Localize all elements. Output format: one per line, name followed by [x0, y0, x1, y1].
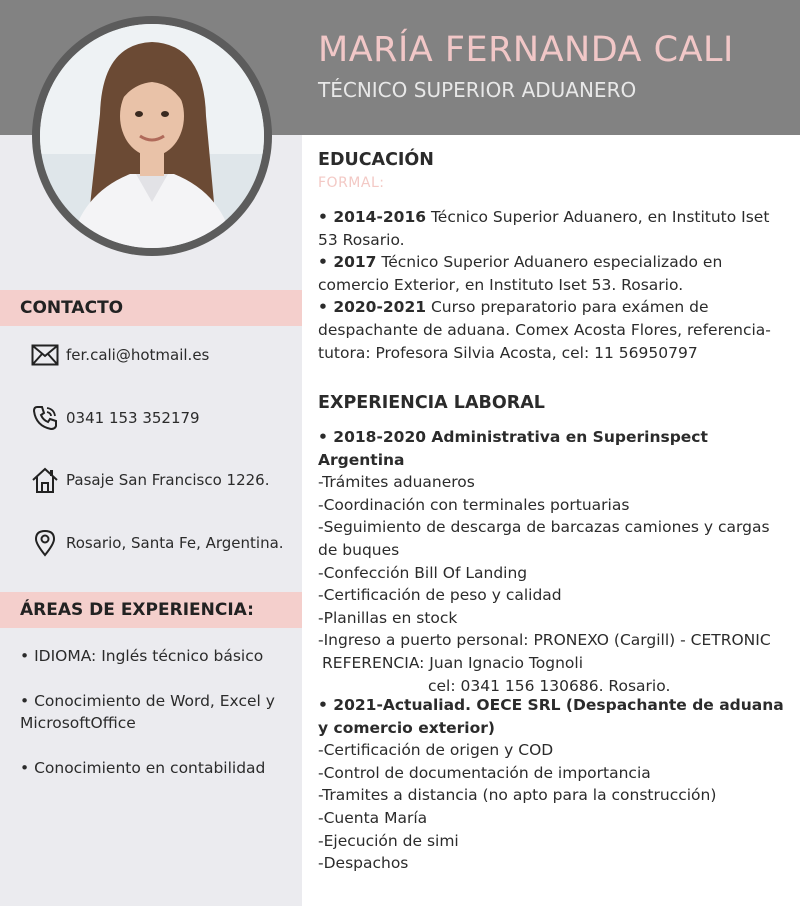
contact-email-text: fer.cali@hotmail.es [66, 346, 210, 364]
location-pin-icon [30, 528, 60, 558]
job-task: -Ejecución de simi [318, 831, 459, 850]
job-task: -Trámites aduaneros [318, 473, 475, 492]
job-task: -Ingreso a puerto personal: PRONEXO (Cargill) - CETRONIC [318, 631, 771, 650]
profile-photo [32, 16, 272, 256]
contact-city [30, 528, 284, 558]
job-task: -Tramites a distancia (no apto para la construcción) [318, 786, 717, 805]
job-task: -Seguimiento de descarga de barcazas camiones y cargas de buques [318, 518, 770, 559]
job-task: -Certificación de origen y COD [318, 741, 554, 760]
job-1 [318, 426, 788, 697]
job-task: -Control de documentación de importancia [318, 763, 651, 782]
education-heading: EDUCACIÓN [318, 150, 434, 170]
job-title: • 2021-Actualiad. OECE SRL (Despachante de aduana y comercio exterior) [318, 696, 784, 737]
area-item: • Conocimiento de Word, Excel y MicrosoftOffice [20, 692, 275, 732]
job-task: -Despachos [318, 854, 409, 873]
contact-phone[interactable] [30, 403, 200, 433]
mail-icon [30, 340, 60, 370]
education-item: • 2014-2016 Técnico Superior Aduanero, en Instituto Iset 53 Rosario. [318, 208, 770, 249]
education-subheading: FORMAL: [318, 175, 385, 191]
candidate-title: TÉCNICO SUPERIOR ADUANERO [318, 78, 637, 102]
education-year: 2017 [333, 253, 377, 272]
job-task: -Certificación de peso y calidad [318, 586, 562, 605]
portrait-illustration [40, 24, 264, 248]
job-title: • 2018-2020 Administrativa en Superinspect Argentina [318, 428, 708, 469]
contact-phone-text: 0341 153 352179 [66, 409, 200, 427]
job-task: -Confección Bill Of Landing [318, 563, 528, 582]
areas-heading: ÁREAS DE EXPERIENCIA: [0, 592, 302, 628]
job-task: -Cuenta María [318, 808, 428, 827]
home-icon [30, 465, 60, 495]
education-item: • 2020-2021 Curso preparatorio para exámen de despachante de aduana. Comex Acosta Flores, referencia-tutora: Profesora Silvia Acosta, cel: 11 56950797 [318, 298, 771, 362]
job-reference-phone: cel: 0341 156 130686. Rosario. [428, 676, 671, 695]
area-item: • IDIOMA: Inglés técnico básico [20, 647, 264, 665]
contact-heading: CONTACTO [0, 290, 302, 326]
job-2 [318, 694, 788, 875]
education-year: 2020-2021 [333, 298, 427, 317]
candidate-name: MARÍA FERNANDA CALI [318, 30, 734, 70]
education-item: • 2017 Técnico Superior Aduanero especializado en comercio Exterior, en Instituto Iset 53. Rosario. [318, 253, 723, 294]
job-reference: REFERENCIA: Juan Ignacio Tognoli [322, 653, 583, 672]
education-year: 2014-2016 [333, 208, 427, 226]
job-task: -Coordinación con terminales portuarias [318, 495, 630, 514]
contact-address [30, 465, 270, 495]
contact-address-text: Pasaje San Francisco 1226. [66, 471, 270, 489]
education-list [318, 206, 788, 364]
job-task: -Planillas en stock [318, 608, 458, 627]
contact-city-text: Rosario, Santa Fe, Argentina. [66, 534, 284, 552]
area-item: • Conocimiento en contabilidad [20, 759, 266, 777]
phone-icon [30, 403, 60, 433]
experience-heading: EXPERIENCIA LABORAL [318, 393, 545, 413]
contact-email[interactable] [30, 340, 209, 370]
